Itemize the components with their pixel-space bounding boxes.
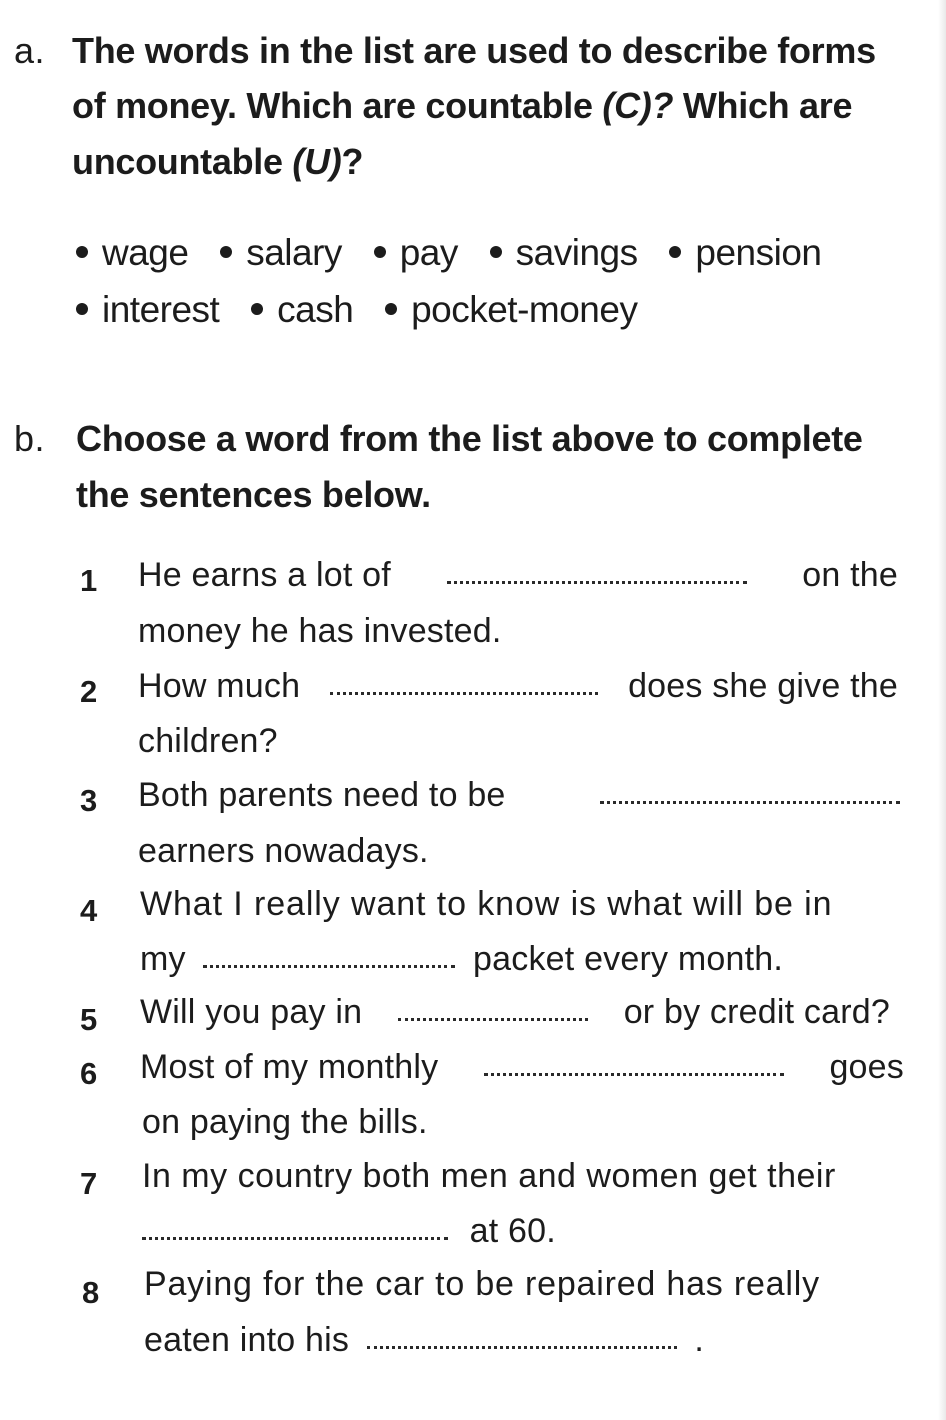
item-text: Both parents need to be bbox=[138, 776, 506, 814]
item-number: 4 bbox=[80, 893, 98, 928]
item-6-line-2: on paying the bills. bbox=[142, 1103, 428, 1141]
word-item bbox=[251, 289, 353, 331]
answer-blank[interactable] bbox=[367, 1342, 677, 1349]
word-item bbox=[490, 232, 638, 274]
section-a-line-2-tail: Which are bbox=[673, 85, 853, 126]
section-b-line-1: Choose a word from the list above to complete bbox=[76, 418, 863, 459]
section-a-line-2-text: of money. Which are countable bbox=[72, 85, 603, 126]
word-label: cash bbox=[277, 289, 354, 330]
word-label: savings bbox=[515, 232, 638, 273]
item-number: 2 bbox=[80, 674, 98, 709]
bullet-icon bbox=[385, 303, 397, 315]
item-2-line-1 bbox=[138, 667, 898, 706]
item-text: my bbox=[140, 940, 186, 978]
item-number: 3 bbox=[80, 783, 98, 818]
word-label: salary bbox=[246, 232, 342, 273]
item-7-line-2 bbox=[142, 1212, 556, 1251]
item-text: goes bbox=[829, 1048, 904, 1086]
section-a-line-3-text: uncountable bbox=[72, 141, 293, 182]
item-text: How much bbox=[138, 667, 301, 705]
answer-blank[interactable] bbox=[203, 961, 455, 968]
section-a-line-1: The words in the list are used to describe forms bbox=[72, 30, 876, 71]
word-label: pension bbox=[695, 232, 822, 273]
section-a-line-2 bbox=[72, 85, 852, 127]
word-item bbox=[220, 232, 342, 274]
word-label: pocket-money bbox=[411, 289, 638, 330]
item-7-line-1: In my country both men and women get their bbox=[142, 1157, 836, 1195]
word-label: wage bbox=[102, 232, 189, 273]
item-1-line-2: money he has invested. bbox=[138, 612, 502, 650]
item-text: . bbox=[694, 1321, 705, 1359]
word-item bbox=[385, 289, 637, 331]
page-edge-shadow bbox=[938, 0, 946, 1420]
bullet-icon bbox=[374, 246, 386, 258]
bullet-icon bbox=[76, 303, 88, 315]
answer-blank[interactable] bbox=[398, 1014, 588, 1021]
item-2-line-2: children? bbox=[138, 722, 278, 760]
word-list-row-1 bbox=[76, 232, 844, 274]
section-b-letter: b. bbox=[14, 418, 46, 459]
item-5-line-1 bbox=[140, 993, 890, 1032]
item-3-line-1 bbox=[138, 776, 900, 815]
word-label: pay bbox=[399, 232, 458, 273]
answer-blank[interactable] bbox=[330, 688, 598, 695]
bullet-icon bbox=[220, 246, 232, 258]
item-text: on the bbox=[802, 556, 898, 594]
item-number: 5 bbox=[80, 1002, 98, 1037]
answer-blank[interactable] bbox=[447, 577, 747, 584]
item-text: or by credit card? bbox=[623, 993, 890, 1031]
item-6-line-1 bbox=[140, 1048, 904, 1087]
answer-blank[interactable] bbox=[484, 1069, 784, 1076]
item-text: Will you pay in bbox=[140, 993, 363, 1031]
item-text: eaten into his bbox=[144, 1321, 350, 1359]
countable-marker: (C)? bbox=[602, 85, 674, 126]
item-1-line-1 bbox=[138, 556, 898, 595]
item-number: 1 bbox=[80, 563, 98, 598]
answer-blank[interactable] bbox=[600, 797, 900, 804]
word-label: interest bbox=[102, 289, 220, 330]
item-4-line-2 bbox=[140, 940, 783, 979]
word-list-row-2 bbox=[76, 289, 659, 331]
answer-blank[interactable] bbox=[142, 1233, 448, 1240]
bullet-icon bbox=[490, 246, 502, 258]
item-number: 6 bbox=[80, 1056, 98, 1091]
item-text: Most of my monthly bbox=[140, 1048, 439, 1086]
word-item bbox=[669, 232, 821, 274]
item-text: packet every month. bbox=[473, 940, 783, 978]
section-a-line-3 bbox=[72, 141, 363, 183]
item-text: does she give the bbox=[628, 667, 898, 705]
word-item bbox=[76, 289, 219, 331]
section-b-line-2: the sentences below. bbox=[76, 474, 431, 515]
item-text: at 60. bbox=[469, 1212, 556, 1250]
bullet-icon bbox=[251, 303, 263, 315]
item-3-line-2: earners nowadays. bbox=[138, 832, 429, 870]
item-number: 8 bbox=[82, 1275, 100, 1310]
item-number: 7 bbox=[80, 1166, 98, 1201]
section-a-letter: a. bbox=[14, 30, 46, 71]
item-4-line-1: What I really want to know is what will be in bbox=[140, 885, 833, 923]
bullet-icon bbox=[669, 246, 681, 258]
word-item bbox=[374, 232, 458, 274]
bullet-icon bbox=[76, 246, 88, 258]
item-text: He earns a lot of bbox=[138, 556, 391, 594]
item-8-line-2 bbox=[144, 1321, 704, 1360]
section-a-line-3-tail: ? bbox=[341, 141, 364, 182]
uncountable-marker: (U) bbox=[292, 141, 342, 182]
item-8-line-1: Paying for the car to be repaired has really bbox=[144, 1265, 820, 1303]
word-item bbox=[76, 232, 188, 274]
